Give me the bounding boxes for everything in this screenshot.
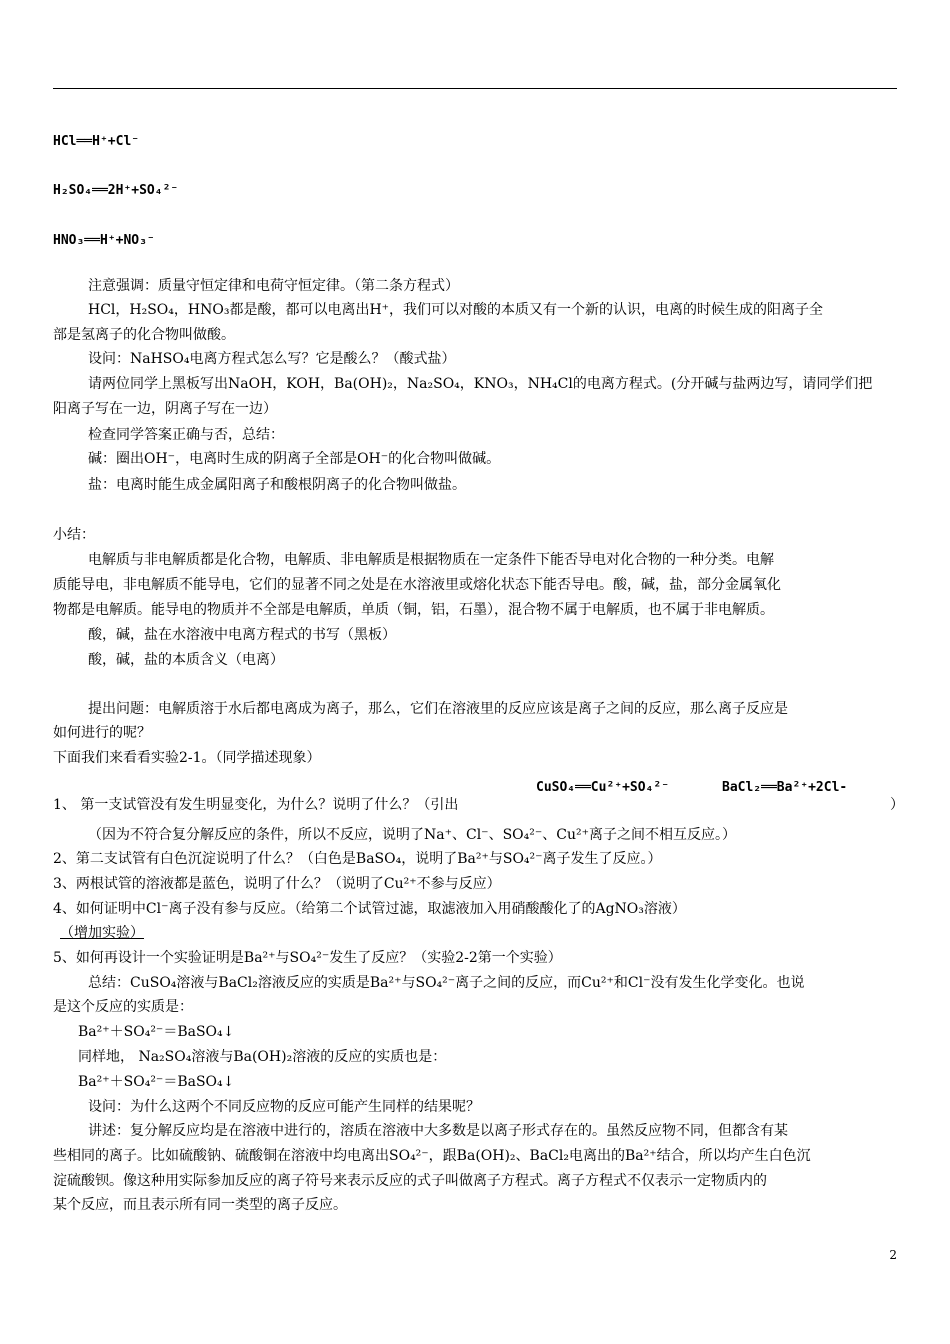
text-line: 3、两根试管的溶液都是蓝色，说明了什么？（说明了Cu²⁺不参与反应） bbox=[53, 876, 501, 892]
ionic-equation: Ba²⁺＋SO₄²⁻＝BaSO₄↓ bbox=[78, 1024, 235, 1040]
section-heading: 小结： bbox=[53, 527, 95, 543]
equation-bacl2: BaCl₂══Ba²⁺+2Cl- bbox=[722, 780, 848, 795]
equation-hno3: HNO₃══H⁺+NO₃⁻ bbox=[53, 233, 155, 248]
text-line: 些相同的离子。比如硫酸钠、硫酸铜在溶液中均电离出SO₄²⁻，跟Ba(OH)₂、BaCl₂电离出的Ba²⁺结合，所以均产生白色沉 bbox=[53, 1148, 811, 1164]
text-line: 设问：NaHSO₄电离方程式怎么写？它是酸么？（酸式盐） bbox=[88, 351, 456, 367]
text-line: 设问：为什么这两个不同反应物的反应可能产生同样的结果呢？ bbox=[88, 1099, 480, 1115]
text-line: 1、 第一支试管没有发生明显变化，为什么？说明了什么？（引出 bbox=[53, 797, 459, 813]
text-line: 某个反应，而且表示所有同一类型的离子反应。 bbox=[53, 1197, 347, 1213]
text-line: HCl，H₂SO₄，HNO₃都是酸，都可以电离出H⁺，我们可以对酸的本质又有一个新的认识，电离的时候生成的阳离子全 bbox=[88, 302, 824, 318]
text-line: 酸，碱，盐的本质含义（电离） bbox=[88, 652, 284, 668]
text-line: 2、第二支试管有白色沉淀说明了什么？（白色是BaSO₄，说明了Ba²⁺与SO₄²⁻离子发生了反应。） bbox=[53, 851, 662, 867]
page-number: 2 bbox=[889, 1248, 897, 1262]
text-line: 酸，碱，盐在水溶液中电离方程式的书写（黑板） bbox=[88, 627, 396, 643]
text-line: 碱：圈出OH⁻，电离时生成的阴离子全部是OH⁻的化合物叫做碱。 bbox=[88, 451, 501, 467]
text-line: 物都是电解质。能导电的物质并不全部是电解质，单质（铜，铝，石墨），混合物不属于电解质，也不属于非电解质。 bbox=[53, 602, 774, 618]
text-line: 提出问题：电解质溶于水后都电离成为离子，那么，它们在溶液里的反应应该是离子之间的反应，那么离子反应是 bbox=[88, 701, 788, 717]
text-line: 如何进行的呢？ bbox=[53, 725, 151, 741]
text-line: 下面我们来看看实验2-1。（同学描述现象） bbox=[53, 750, 321, 766]
text-line: 讲述：复分解反应均是在溶液中进行的，溶质在溶液中大多数是以离子形式存在的。虽然反应物不同，但都含有某 bbox=[88, 1123, 788, 1139]
text-line: （增加实验） bbox=[60, 925, 144, 941]
text-line: 阳离子写在一边，阴离子写在一边） bbox=[53, 401, 277, 417]
equation-h2so4: H₂SO₄══2H⁺+SO₄²⁻ bbox=[53, 183, 179, 198]
text-line: 质能导电，非电解质不能导电，它们的显著不同之处是在水溶液里或熔化状态下能否导电。酸，碱，盐，部分金属氧化 bbox=[53, 577, 781, 593]
text-line: 5、如何再设计一个实验证明是Ba²⁺与SO₄²⁻发生了反应？（实验2-2第一个实验） bbox=[53, 950, 562, 966]
text-line: 是这个反应的实质是： bbox=[53, 999, 193, 1015]
text-line: （因为不符合复分解反应的条件，所以不反应，说明了Na⁺、Cl⁻、SO₄²⁻、Cu²⁺离子之间不相互反应。） bbox=[88, 827, 736, 843]
ionic-equation: Ba²⁺＋SO₄²⁻＝BaSO₄↓ bbox=[78, 1074, 235, 1090]
text-line: 淀硫酸钡。像这种用实际参加反应的离子符号来表示反应的式子叫做离子方程式。离子方程式不仅表示一定物质内的 bbox=[53, 1173, 767, 1189]
text-line: 总结：CuSO₄溶液与BaCl₂溶液反应的实质是Ba²⁺与SO₄²⁻离子之间的反应，而Cu²⁺和Cl⁻没有发生化学变化。也说 bbox=[88, 975, 805, 991]
text-line: 同样地， Na₂SO₄溶液与Ba(OH)₂溶液的反应的实质也是： bbox=[78, 1049, 447, 1065]
text-line: 电解质与非电解质都是化合物，电解质、非电解质是根据物质在一定条件下能否导电对化合物的一种分类。电解 bbox=[88, 552, 774, 568]
text-line: ） bbox=[890, 797, 904, 813]
equation-hcl: HCl══H⁺+Cl⁻ bbox=[53, 134, 140, 149]
text-line: 盐：电离时能生成金属阳离子和酸根阴离子的化合物叫做盐。 bbox=[88, 477, 466, 493]
text-line: 注意强调：质量守恒定律和电荷守恒定律。（第二条方程式） bbox=[88, 278, 459, 294]
text-line: 检查同学答案正确与否，总结： bbox=[88, 427, 284, 443]
equation-cuso4: CuSO₄══Cu²⁺+SO₄²⁻ bbox=[536, 780, 670, 795]
text-line: 请两位同学上黑板写出NaOH，KOH，Ba(OH)₂，Na₂SO₄，KNO₃，NH₄Cl的电离方程式。(分开碱与盐两边写，请同学们把 bbox=[88, 376, 873, 392]
text-line: 4、如何证明中Cl⁻离子没有参与反应。（给第二个试管过滤，取滤液加入用硝酸酸化了的AgNO₃溶液） bbox=[53, 901, 686, 917]
text-line: 部是氢离子的化合物叫做酸。 bbox=[53, 327, 235, 343]
header-rule bbox=[53, 88, 897, 89]
